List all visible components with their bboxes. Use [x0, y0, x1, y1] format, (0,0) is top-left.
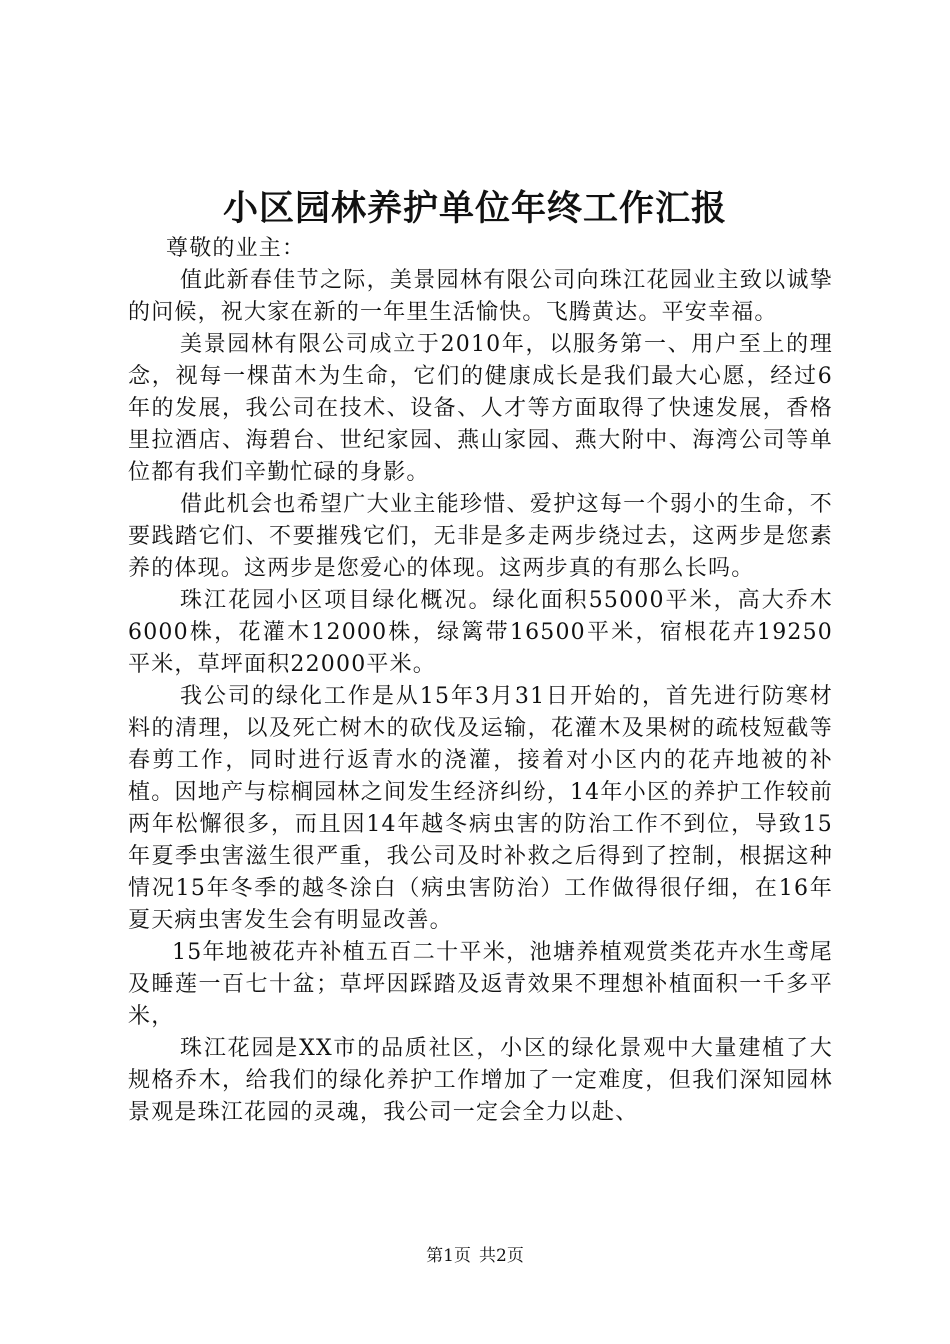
document-title: 小区园林养护单位年终工作汇报 — [222, 188, 727, 229]
paragraph-greening-overview: 珠江花园小区项目绿化概况。绿化面积55000平米，高大乔木6000株，花灌木12000株，绿篱带16500平米，宿根花卉19250平米，草坪面积22000平米。 — [128, 588, 833, 677]
page-footer — [0, 1245, 950, 1267]
paragraph-replanting: 15年地被花卉补植五百二十平米，池塘养植观赏类花卉水生鸢尾及睡莲一百七十盆；草坪因踩踏及返青效果不理想补植面积一千多平米， — [128, 940, 833, 1029]
page-total: 共2页 — [479, 1246, 524, 1266]
salutation: 尊敬的业主： — [166, 236, 306, 261]
page-number: 第1页 — [426, 1246, 471, 1266]
paragraph-company-intro: 美景园林有限公司成立于2010年，以服务第一、用户至上的理念，视每一棵苗木为生命，它们的健康成长是我们最大心愿，经过6年的发展，我公司在技术、设备、人才等方面取得了快速发展，香格里拉酒店、海碧台、世纪家园、燕山家园、燕大附中、海湾公司等单位都有我们辛勤忙碌的身影。 — [128, 332, 833, 485]
paragraph-greeting: 值此新春佳节之际，美景园林有限公司向珠江花园业主致以诚挚的问候，祝大家在新的一年里生活愉快。飞腾黄达。平安幸福。 — [128, 268, 833, 325]
paragraph-appeal: 借此机会也希望广大业主能珍惜、爱护这每一个弱小的生命，不要践踏它们、不要摧残它们，无非是多走两步绕过去，这两步是您素养的体现。这两步是您爱心的体现。这两步真的有那么长吗。 — [128, 492, 833, 581]
document-body — [128, 233, 833, 1129]
paragraph-work-review: 我公司的绿化工作是从15年3月31日开始的，首先进行防寒材料的清理，以及死亡树木的砍伐及运输，花灌木及果树的疏枝短截等春剪工作，同时进行返青水的浇灌，接着对小区内的花卉地被的补植。因地产与棕榈园林之间发生经济纠纷，14年小区的养护工作较前两年松懈很多，而且因14年越冬病虫害的防治工作不到位，导致15年夏季虫害滋生很严重，我公司及时补救之后得到了控制，根据这种情况15年冬季的越冬涂白（病虫害防治）工作做得很仔细，在16年夏天病虫害发生会有明显改善。 — [128, 684, 833, 933]
paragraph-commitment: 珠江花园是XX市的品质社区，小区的绿化景观中大量建植了大规格乔木，给我们的绿化养护工作增加了一定难度，但我们深知园林景观是珠江花园的灵魂，我公司一定会全力以赴、 — [128, 1036, 833, 1125]
